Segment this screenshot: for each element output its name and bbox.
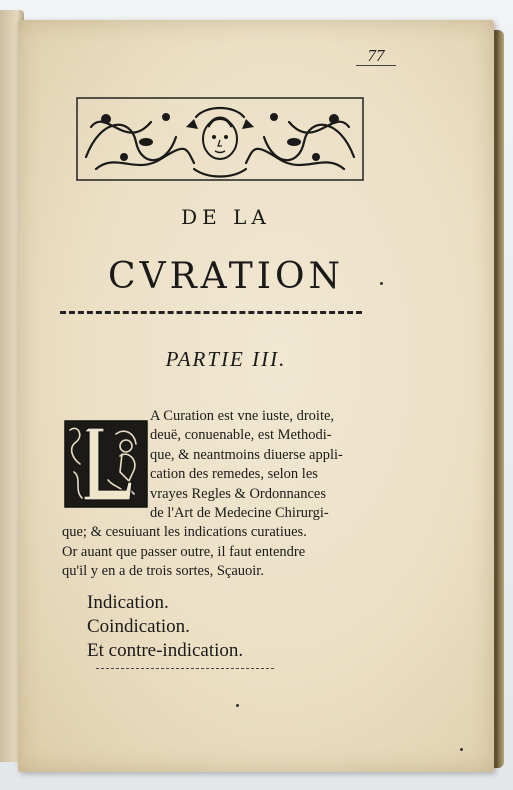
body-line: Or auant que passer outre, il faut entendre	[62, 543, 306, 560]
chapter-title-prefix: DE LA	[181, 205, 271, 229]
body-line: que; & cesuiuant les indications curatiues.	[62, 524, 307, 541]
body-paragraph	[62, 407, 382, 582]
body-line: cation des remedes, selon les	[150, 466, 318, 483]
page-number: 77	[356, 47, 396, 66]
body-line: A Curation est vne iuste, droite,	[150, 408, 335, 424]
chapter-title: CVRATION	[108, 256, 344, 297]
ink-speck	[236, 704, 239, 707]
body-line: vrayes Regles & Ordonnances	[150, 485, 326, 502]
list-item: Coindication.	[87, 616, 190, 637]
ornamental-headpiece	[76, 97, 364, 181]
body-line: deuë, conuenable, est Methodi-	[150, 427, 332, 444]
list-item: Indication.	[87, 592, 169, 613]
list-item: Et contre-indication.	[87, 640, 244, 661]
part-heading: PARTIE III.	[165, 347, 287, 371]
title-divider	[60, 311, 362, 314]
body-line: que, & neantmoins diuerse appli-	[150, 446, 343, 463]
body-line: de l'Art de Medecine Chirurgi-	[150, 505, 329, 522]
ink-speck	[460, 748, 463, 751]
list-underline	[96, 668, 274, 669]
book-page	[18, 20, 494, 772]
body-line: qu'il y en a de trois sortes, Sçauoir.	[62, 563, 264, 580]
ink-speck	[380, 282, 383, 285]
indication-list	[87, 591, 367, 663]
